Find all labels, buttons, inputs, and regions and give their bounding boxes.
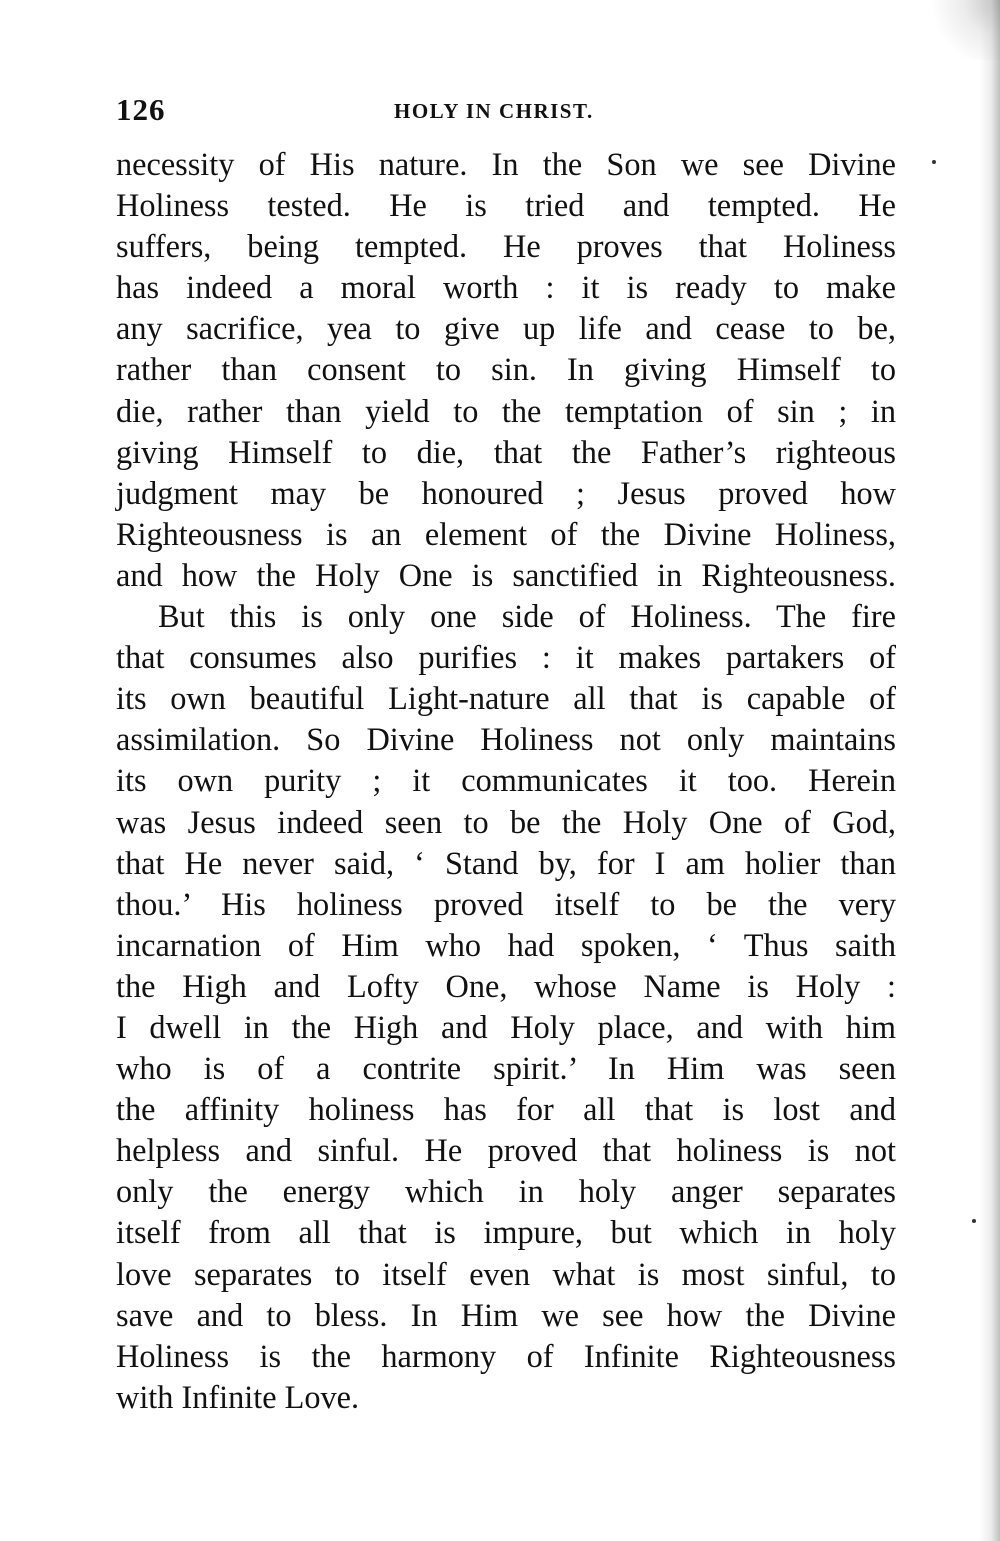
- running-head: HOLY IN CHRIST.: [394, 99, 594, 123]
- text-line: only the energy which in holy anger separates: [116, 1173, 896, 1210]
- text-line: its own purity ; it communicates it too. Herein: [116, 762, 896, 799]
- text-line: incarnation of Him who had spoken, ‘ Thus saith: [116, 926, 896, 963]
- ink-speck: [972, 1219, 976, 1223]
- page-number: 126: [116, 92, 166, 127]
- text-line: Holiness is the harmony of Infinite Righteousness: [116, 1337, 896, 1374]
- text-line: die, rather than yield to the temptation of sin ; in: [116, 392, 896, 429]
- text-line: itself from all that is impure, but which in holy: [116, 1214, 896, 1251]
- text-line: suffers, being tempted. He proves that Holiness: [116, 228, 896, 265]
- text-line: its own beautiful Light-nature all that is capable of: [116, 680, 896, 717]
- text-line: love separates to itself even what is most sinful, to: [116, 1255, 896, 1292]
- text-line: the affinity holiness has for all that is lost and: [116, 1091, 896, 1128]
- body-text: [116, 144, 896, 1418]
- text-line: any sacrifice, yea to give up life and cease to be,: [116, 310, 896, 347]
- text-line: judgment may be honoured ; Jesus proved how: [116, 474, 896, 511]
- text-line: who is of a contrite spirit.’ In Him was seen: [116, 1050, 896, 1087]
- text-line: the High and Lofty One, whose Name is Holy :: [116, 967, 896, 1004]
- page-header: [116, 92, 896, 132]
- text-line: assimilation. So Divine Holiness not only maintains: [116, 721, 896, 758]
- text-line: helpless and sinful. He proved that holiness is not: [116, 1132, 896, 1169]
- text-line: rather than consent to sin. In giving Himself to: [116, 351, 896, 388]
- paragraph-2: [116, 596, 896, 1418]
- ink-speck: [932, 160, 936, 164]
- text-line: thou.’ His holiness proved itself to be the very: [116, 885, 896, 922]
- text-line: with Infinite Love.: [116, 1378, 360, 1415]
- page-edge-shadow: [980, 0, 1000, 1541]
- text-line: But this is only one side of Holiness. The fire: [158, 598, 896, 635]
- text-line: Righteousness is an element of the Divine Holiness,: [116, 515, 896, 552]
- text-line: save and to bless. In Him we see how the Divine: [116, 1296, 896, 1333]
- text-line: that He never said, ‘ Stand by, for I am holier than: [116, 844, 896, 881]
- text-line: giving Himself to die, that the Father’s righteous: [116, 433, 896, 470]
- paragraph-1: [116, 144, 896, 596]
- text-line: I dwell in the High and Holy place, and with him: [116, 1008, 896, 1045]
- text-line: and how the Holy One is sanctified in Righteousness.: [116, 556, 896, 593]
- text-line: that consumes also purifies : it makes partakers of: [116, 639, 896, 676]
- text-line: necessity of His nature. In the Son we see Divine: [116, 146, 896, 182]
- text-line: was Jesus indeed seen to be the Holy One of God,: [116, 803, 896, 840]
- text-line: has indeed a moral worth : it is ready to make: [116, 269, 896, 306]
- text-line: Holiness tested. He is tried and tempted. He: [116, 187, 896, 224]
